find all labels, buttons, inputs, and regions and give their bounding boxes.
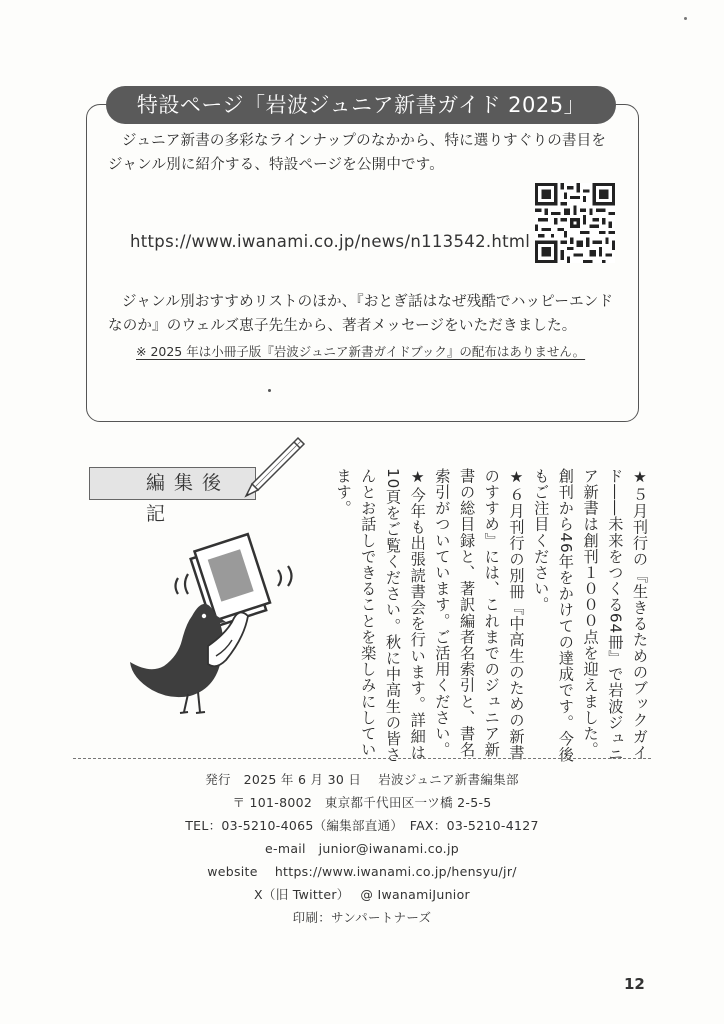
stray-dot xyxy=(684,17,687,20)
special-intro-text: ジュニア新書の多彩なラインナップのなかから、特に選りすぐりの書目をジャンル別に紹介する、特設ページを公開中です。 xyxy=(108,133,607,173)
postscript-text xyxy=(314,468,652,764)
footer-website[interactable]: website https://www.iwanami.co.jp/hensyu/jr/ xyxy=(207,864,517,879)
footer-email[interactable]: e-mail junior@iwanami.co.jp xyxy=(265,841,459,856)
special-body-text: ジャンル別おすすめリストのほか、『おとぎ話はなぜ残酷でハッピーエンドなのか』のウェルズ恵子先生から、著者メッセージをいただきました。 xyxy=(108,294,614,334)
bird-reading-icon xyxy=(130,528,310,728)
footer-divider xyxy=(73,758,651,759)
qr-code-icon xyxy=(535,183,615,263)
footer-published: 発行 2025 年 6 月 30 日 岩波ジュニア新書編集部 xyxy=(205,772,519,787)
footer-x-account[interactable]: X（旧 Twitter） @ IwanamiJunior xyxy=(254,887,470,902)
postscript-paragraph: ★６月刊行の別冊『中高生のための新書のすすめ』には、これまでのジュニア新書の総目録と、著訳編者名索引と、書名索引がついています。ご活用ください。 xyxy=(433,468,526,761)
special-note: ※ 2025 年は小冊子版『岩波ジュニア新書ガイドブック』の配布はありません。 xyxy=(136,344,586,359)
postscript-label: 編集後記 xyxy=(89,467,256,500)
footer-address: 〒 101-8002 東京都千代田区一ツ橋 2-5-5 xyxy=(232,795,492,810)
footer-printer: 印刷：サンパートナーズ xyxy=(292,910,432,925)
pencil-icon xyxy=(232,424,312,500)
stray-dot xyxy=(268,389,271,392)
page-number: 12 xyxy=(624,975,645,993)
footer-tel-fax: TEL：03-5210-4065（編集部直通） FAX：03-5210-4127 xyxy=(185,818,539,833)
special-page-url[interactable]: https://www.iwanami.co.jp/news/n113542.html xyxy=(130,232,531,251)
postscript-paragraph: ★５月刊行の『生きるためのブックガイド――未来をつくる64冊』で岩波ジュニア新書は創刊１０００点を迎えました。創刊から46年をかけての達成です。今後もご注目ください。 xyxy=(532,468,649,763)
postscript-paragraph: ★今年も出張読書会を行います。詳細は10頁をご覧ください。秋に中高生の皆さんとお話しできることを楽しみにしています。 xyxy=(334,468,427,763)
special-page-title: 特設ページ「岩波ジュニア新書ガイド 2025」 xyxy=(106,86,616,124)
